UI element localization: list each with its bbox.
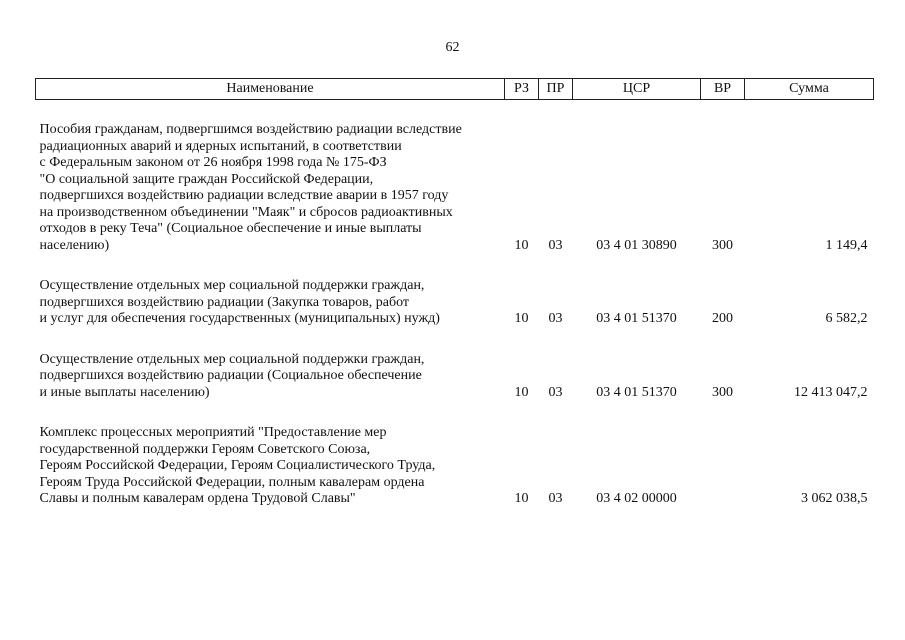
header-vr: ВР xyxy=(701,79,745,100)
table-row xyxy=(36,278,874,328)
row-rz: 10 xyxy=(514,237,529,253)
table-row xyxy=(36,352,874,402)
row-pr: 03 xyxy=(548,384,563,400)
row-name: Пособия гражданам, подвергшимся воздействию радиации вследствие радиационных аварий и ядерных испытаний, в соответствии с Федеральным законом от 26 ноября 1998 года № 175-ФЗ "О социальной защите граждан Российской Федерации, подвергшихся воздействию радиации вследствие аварии в 1957 году на производственном объединении "Маяк" и сбросов радиоактивных отходов в реку Теча" (Социальное обеспечение и иные выплаты населению) xyxy=(39,122,462,253)
page-number: 62 xyxy=(445,40,460,55)
header-name: Наименование xyxy=(36,79,505,100)
header-pr: ПР xyxy=(539,79,573,100)
row-sum: 1 149,4 xyxy=(825,237,868,253)
row-csr: 03 4 01 30890 xyxy=(596,237,677,253)
row-sum: 6 582,2 xyxy=(825,311,868,326)
row-csr: 03 4 01 51370 xyxy=(596,311,677,326)
row-csr: 03 4 01 51370 xyxy=(596,384,677,400)
table-row xyxy=(36,425,874,508)
row-vr xyxy=(701,425,745,508)
budget-table xyxy=(35,78,874,508)
table-header-row xyxy=(36,79,874,100)
row-name: Осуществление отдельных мер социальной поддержки граждан, подвергшихся воздействию радиации (Социальное обеспечение и иные выплаты населению) xyxy=(39,351,425,400)
header-rz: РЗ xyxy=(505,79,539,100)
row-pr: 03 xyxy=(548,311,563,326)
row-vr: 300 xyxy=(712,384,733,400)
row-sum: 3 062 038,5 xyxy=(801,491,868,506)
row-rz: 10 xyxy=(514,311,529,326)
row-name: Осуществление отдельных мер социальной поддержки граждан, подвергшихся воздействию радиации (Закупка товаров, работ и услуг для обеспечения государственных (муниципальных) нужд) xyxy=(39,278,440,326)
row-rz: 10 xyxy=(514,491,529,506)
row-sum: 12 413 047,2 xyxy=(794,384,868,400)
row-pr: 03 xyxy=(548,491,563,506)
row-vr: 200 xyxy=(712,311,733,326)
header-sum: Сумма xyxy=(745,79,874,100)
row-vr: 300 xyxy=(712,237,733,253)
row-csr: 03 4 02 00000 xyxy=(596,491,677,506)
header-csr: ЦСР xyxy=(573,79,701,100)
table-row xyxy=(36,122,874,254)
row-pr: 03 xyxy=(548,237,563,253)
row-rz: 10 xyxy=(514,384,529,400)
row-name: Комплекс процессных мероприятий "Предоставление мер государственной поддержки Героям Советского Союза, Героям Российской Федерации, Героям Социалистического Труда, Героям Труда Российской Федерации, полным кавалерам ордена Славы и полным кавалерам ордена Трудовой Славы" xyxy=(39,425,436,506)
